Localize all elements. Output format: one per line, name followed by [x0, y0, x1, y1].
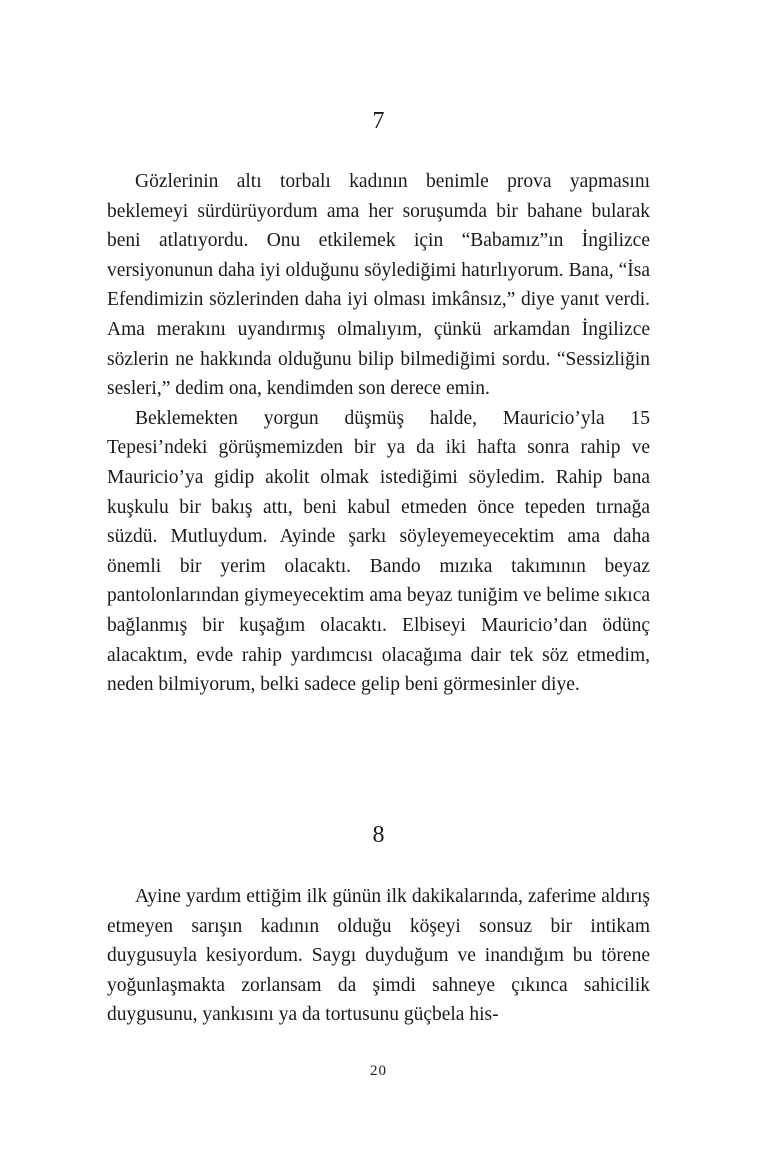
paragraph: Beklemekten yorgun düşmüş halde, Mauricio’yla 15 Tepesi’ndeki görüşmemizden bir ya da iki hafta sonra rahip ve Mauricio’ya gidip akolit olmak istediğimi söyledim. Rahip bana kuşkulu bir bakış attı, beni kabul etmeden önce tepeden tırnağa süzdü. Mutluydum. Ayinde şarkı söyleyemeyecektim ama daha önemli bir yerim olacaktı. Bando mızıka takımının beyaz pantolonlarından giymeyecektim ama beyaz tuniğim ve belime sıkıca bağlanmış bir kuşağım olacaktı. Elbiseyi Mauricio’dan ödünç alacaktım, evde rahip yardımcısı olacağıma dair tek söz etmedim, neden bilmiyorum, belki sadece gelip beni görmesinler diye.: [107, 407, 650, 696]
paragraph: Ayine yardım ettiğim ilk günün ilk dakikalarında, zaferime aldırış etmeyen sarışın kadının olduğu köşeyi sonsuz bir intikam duygusuyla kesiyordum. Saygı duyduğum ve inandığım bu törene yoğunlaşmakta zorlansam da şimdi sahneye çıkınca sahicilik duygusunu, yankısını ya da tortusunu güçbela his-: [107, 886, 650, 1026]
book-page: [107, 0, 650, 1152]
chapter-section: [107, 167, 650, 700]
chapter-number: 7: [372, 108, 385, 134]
page-number: 20: [370, 1063, 387, 1079]
paragraph: Gözlerinin altı torbalı kadının benimle prova yapmasını beklemeyi sürdürüyordum ama her soruşumda bir bahane bularak beni atlatıyordu. Onu etkilemek için “Babamız”ın İngilizce versiyonunun daha iyi olduğunu söylediğimi hatırlıyorum. Bana, “İsa Efendimizin sözlerinden daha iyi olması imkânsız,” diye yanıt verdi. Ama merakını uyandırmış olmalıyım, çünkü arkamdan İngilizce sözlerin ne hakkında olduğunu bilip bilmediğimi sordu. “Sessizliğin sesleri,” dedim ona, kendimden son derece emin.: [107, 171, 650, 400]
chapter-number: 8: [372, 822, 385, 848]
chapter-section: [107, 882, 650, 1030]
